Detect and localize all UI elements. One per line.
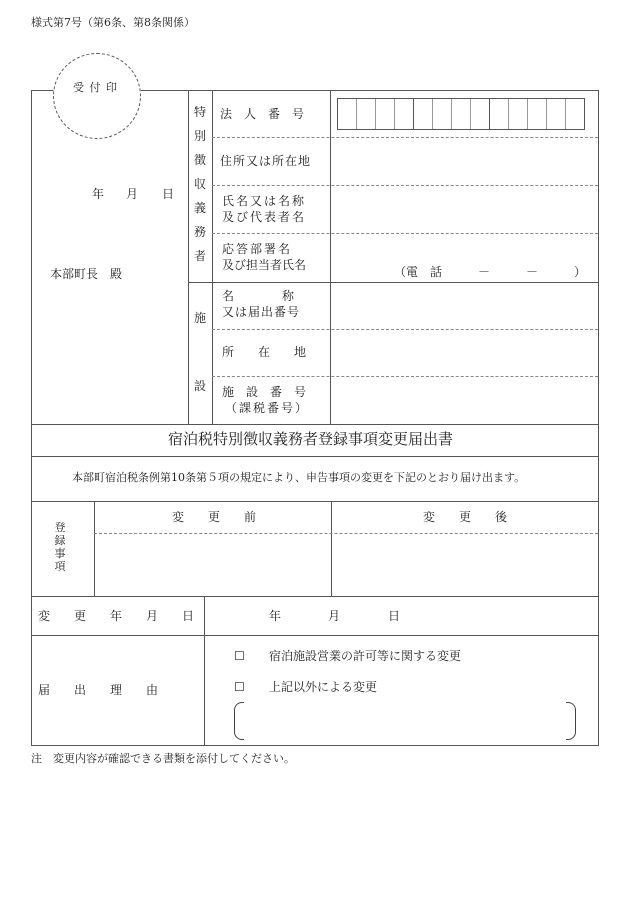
after-field[interactable] xyxy=(332,534,597,595)
digit-box[interactable] xyxy=(433,99,452,129)
registered-items-label xyxy=(52,522,68,574)
digit-box[interactable] xyxy=(357,99,376,129)
bracket-right xyxy=(566,702,576,740)
corporate-number-label: 法 人 番 号 xyxy=(220,107,305,121)
digit-box[interactable] xyxy=(566,99,584,129)
receipt-stamp-circle xyxy=(53,53,141,139)
name-label-line2: 及び代表者名 xyxy=(222,210,307,224)
before-field[interactable] xyxy=(95,534,330,595)
digit-box[interactable] xyxy=(528,99,547,129)
addressee: 本部町長 殿 xyxy=(50,267,123,281)
frame-right xyxy=(598,90,599,746)
statement-text: 本部町宿泊税条例第10条第５項の規定により、申告事項の変更を下記のとおり届け出ます。 xyxy=(72,471,526,484)
change-date-month: 月 xyxy=(328,609,341,623)
reason-option-2-label: 上記以外による変更 xyxy=(269,680,378,694)
reason-label: 届 出 理 由 xyxy=(38,683,159,697)
digit-box[interactable] xyxy=(414,99,433,129)
registered-char: 録 xyxy=(54,534,66,547)
change-date-year: 年 xyxy=(269,609,282,623)
obligor-char: 務 xyxy=(193,225,206,239)
group-col-left xyxy=(188,90,189,424)
change-date-top-line xyxy=(31,596,599,597)
reason-checkbox-2[interactable]: ☐ xyxy=(234,680,245,694)
contact-label-line2: 及び担当者氏名 xyxy=(222,258,307,272)
frame-top-right xyxy=(141,90,599,91)
receipt-stamp-label: 受 付 印 xyxy=(73,81,118,94)
obligor-char: 特 xyxy=(193,105,206,119)
reason-checkbox-1[interactable]: ☐ xyxy=(234,649,245,663)
facility-name-label-line2: 又は届出番号 xyxy=(222,305,301,319)
obligor-char: 者 xyxy=(193,249,206,263)
obligor-group-label xyxy=(191,106,209,274)
digit-box[interactable] xyxy=(452,99,471,129)
digit-box[interactable] xyxy=(490,99,509,129)
title-bottom-line xyxy=(31,456,599,457)
frame-top-left xyxy=(31,90,54,91)
facility-location-field[interactable] xyxy=(331,330,597,375)
change-date-day: 日 xyxy=(388,609,401,623)
registered-char: 項 xyxy=(54,560,66,573)
facility-group-char-1: 施 xyxy=(194,311,207,325)
bracket-left xyxy=(234,702,244,740)
form-title: 宿泊税特別徴収義務者登録事項変更届出書 xyxy=(168,430,454,448)
obligor-char: 収 xyxy=(193,177,206,191)
statement-bottom-line xyxy=(31,501,599,502)
registered-char: 登 xyxy=(54,521,66,534)
after-header: 変 更 後 xyxy=(423,510,508,524)
group-col-right xyxy=(212,90,213,424)
digit-box[interactable] xyxy=(547,99,566,129)
digit-box[interactable] xyxy=(395,99,414,129)
facility-location-label: 所 在 地 xyxy=(222,345,307,359)
change-date-bottom-line xyxy=(31,635,599,636)
facility-number-label-line2: （課税番号） xyxy=(225,401,310,415)
facility-name-label-line1: 名 称 xyxy=(222,289,295,303)
frame-bottom xyxy=(31,745,599,746)
facility-number-field[interactable] xyxy=(331,377,597,423)
submission-date-day: 日 xyxy=(162,187,175,201)
title-top-line xyxy=(31,424,599,425)
obligor-char: 徴 xyxy=(193,153,206,167)
digit-box[interactable] xyxy=(509,99,528,129)
registered-char: 事 xyxy=(54,547,66,560)
submission-date-year: 年 xyxy=(92,187,105,201)
phone-text: （電 話 － － ） xyxy=(394,265,587,279)
frame-left xyxy=(31,90,32,746)
attachment-note: 注 変更内容が確認できる書類を添付してください。 xyxy=(31,752,295,765)
name-field[interactable] xyxy=(331,186,597,232)
lower-label-col xyxy=(204,596,205,746)
contact-field[interactable] xyxy=(331,234,597,264)
facility-group-char-2: 設 xyxy=(194,379,207,393)
facility-number-label-line1: 施 設 番 号 xyxy=(222,385,307,399)
obligor-char: 義 xyxy=(193,201,206,215)
other-reason-field[interactable] xyxy=(246,704,564,738)
change-date-label: 変 更 年 月 日 xyxy=(38,609,195,623)
corporate-number-boxes[interactable] xyxy=(337,98,585,130)
contact-label-line1: 応答部署名 xyxy=(222,242,293,256)
digit-box[interactable] xyxy=(338,99,357,129)
form-number: 様式第7号（第6条、第8条関係） xyxy=(31,16,195,29)
digit-box[interactable] xyxy=(376,99,395,129)
obligor-char: 別 xyxy=(193,129,206,143)
digit-box[interactable] xyxy=(471,99,490,129)
facility-name-field[interactable] xyxy=(331,283,597,328)
address-label: 住所又は所在地 xyxy=(220,154,312,168)
address-field[interactable] xyxy=(331,138,597,184)
before-header: 変 更 前 xyxy=(172,510,257,524)
name-label-line1: 氏名又は名称 xyxy=(222,194,307,208)
submission-date-month: 月 xyxy=(126,187,139,201)
reason-option-1-label: 宿泊施設営業の許可等に関する変更 xyxy=(269,649,462,663)
